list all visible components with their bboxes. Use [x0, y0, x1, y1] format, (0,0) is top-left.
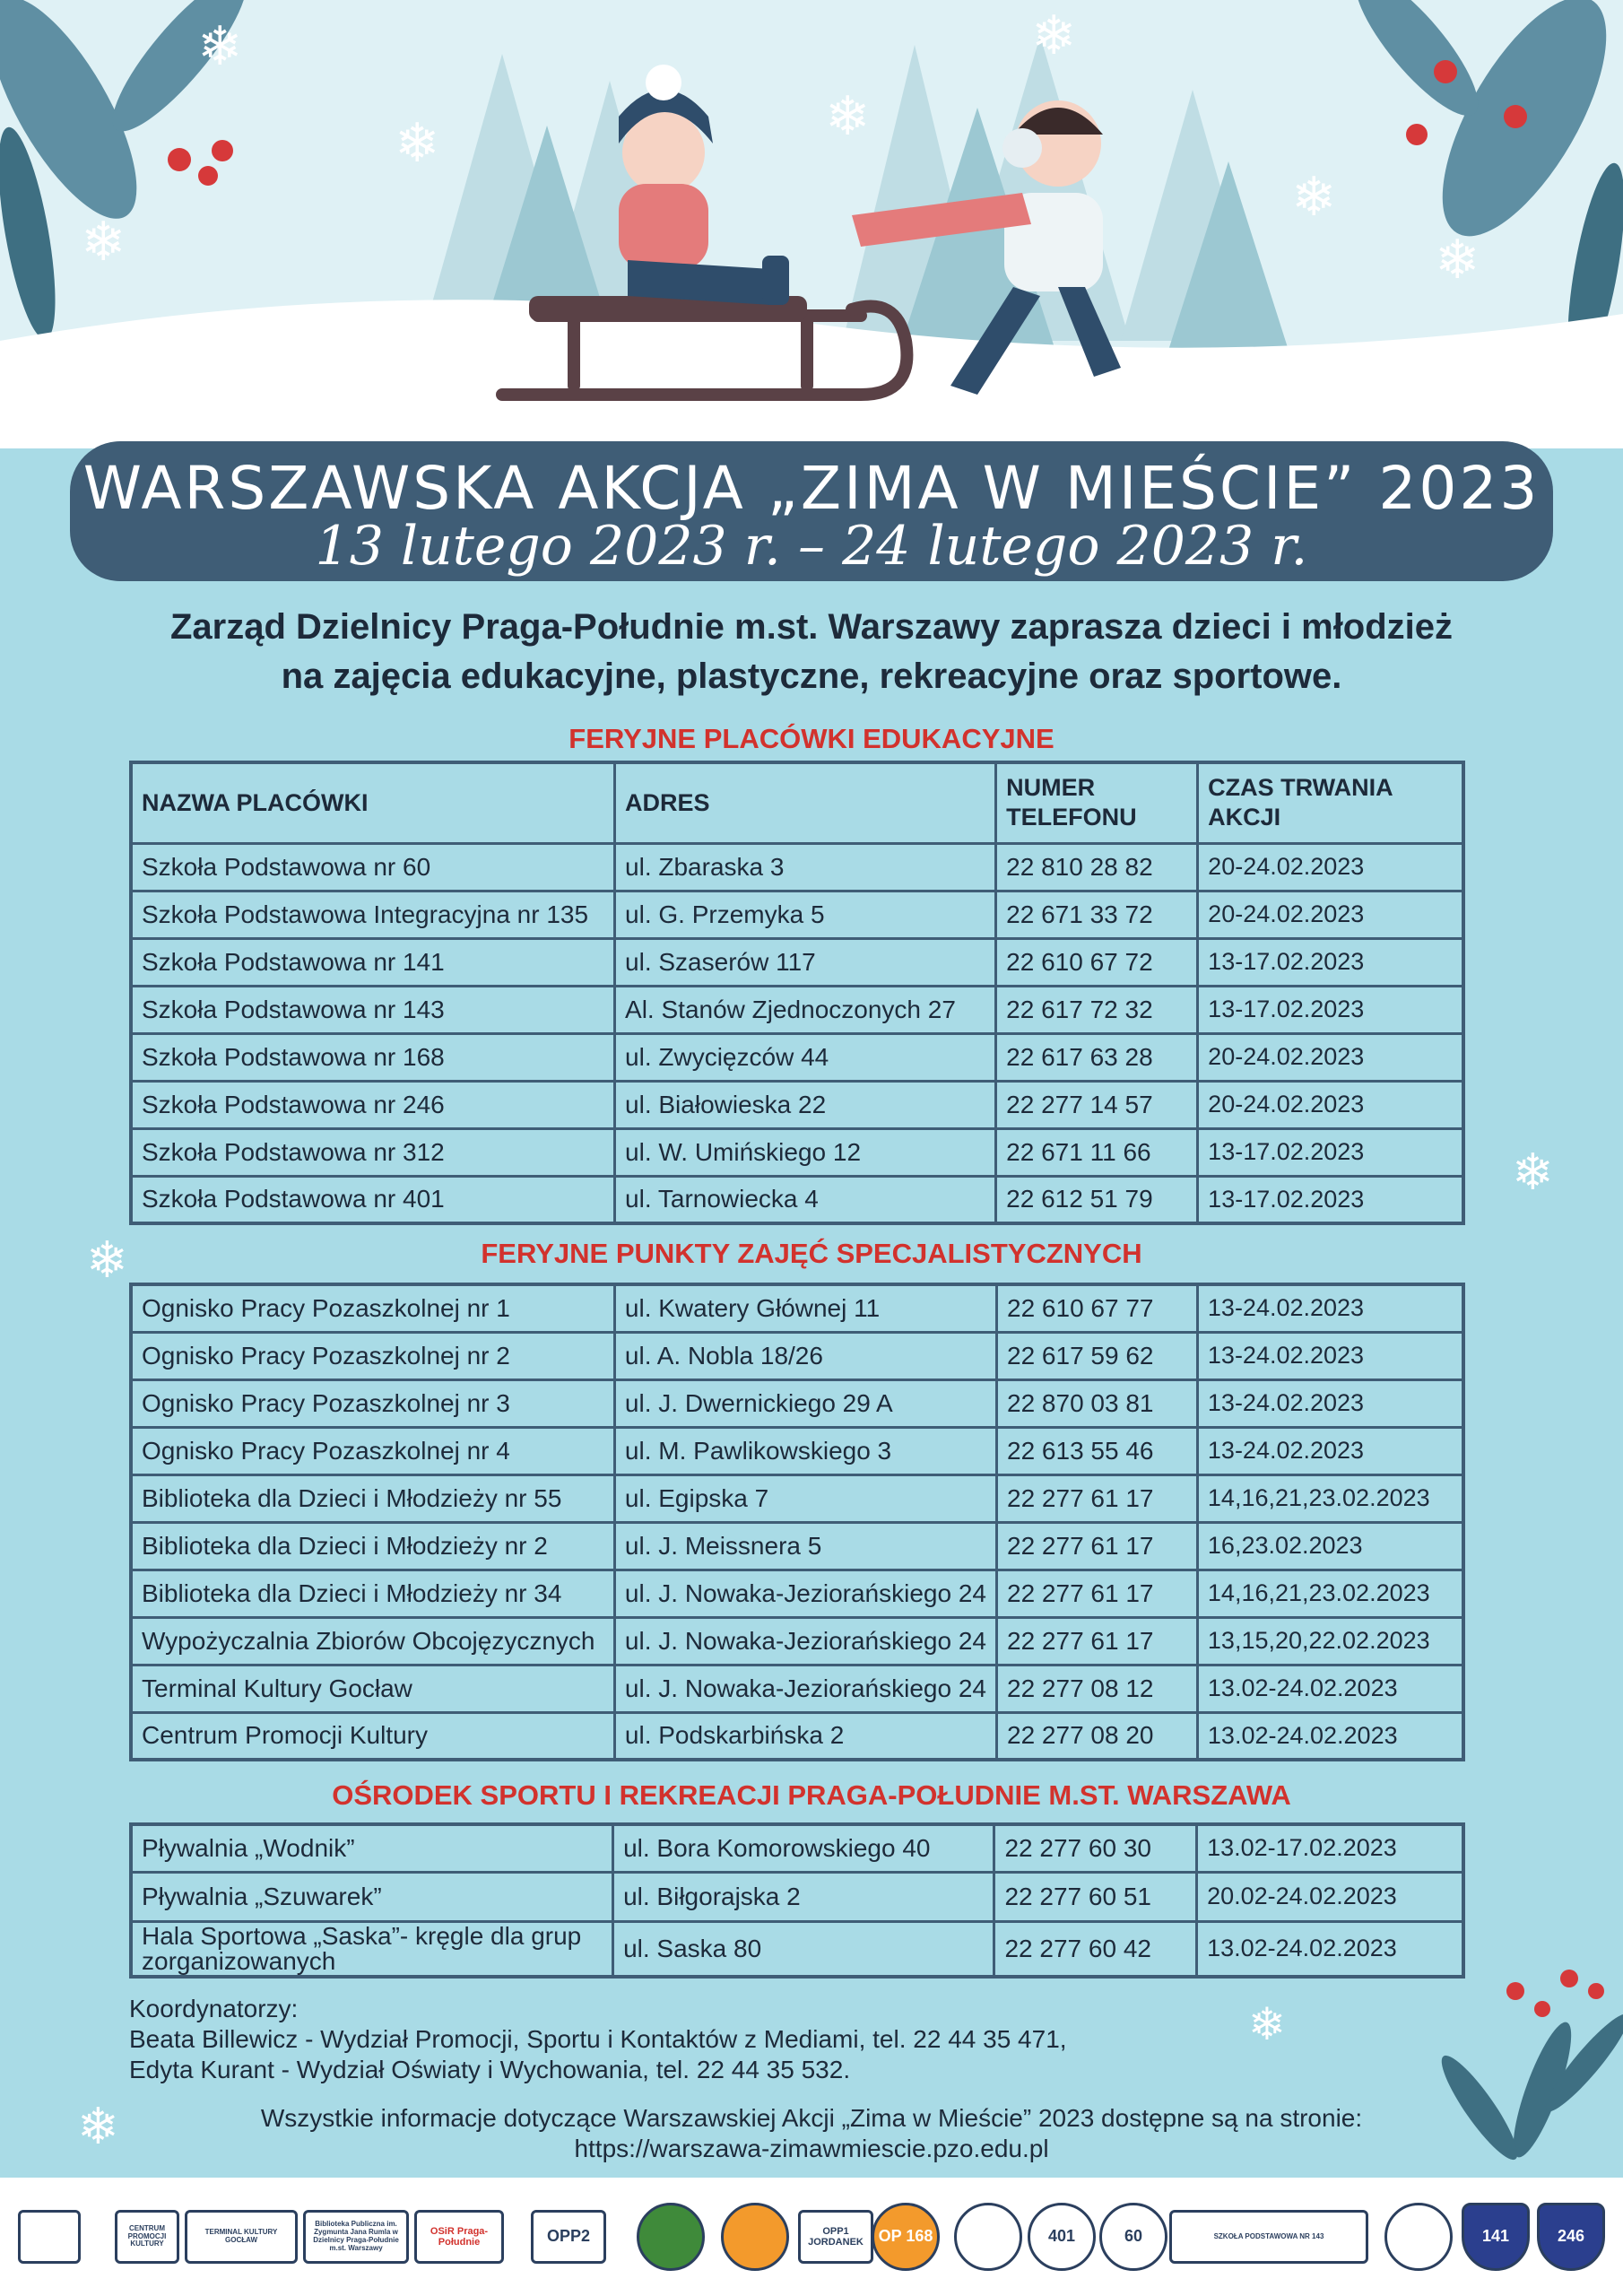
header-phone: NUMER TELEFONU: [996, 762, 1198, 843]
centrum-promocji-kultury-logo: [115, 2190, 179, 2283]
table-sport: [129, 1822, 1465, 1979]
table-row: [131, 1284, 1463, 1332]
facility-name-cell: Pływalnia „Szuwarek”: [131, 1872, 613, 1921]
address-cell: ul. G. Przemyka 5: [615, 891, 996, 938]
address-cell: ul. Biłgorajska 2: [613, 1872, 994, 1921]
phone-cell: 22 870 03 81: [997, 1379, 1198, 1427]
table-row: [131, 1033, 1463, 1081]
snowflake-icon: ❄: [1248, 1998, 1286, 2050]
table-header-row: [131, 762, 1463, 843]
address-cell: ul. J. Dwernickiego 29 A: [614, 1379, 996, 1427]
duration-cell: 13-24.02.2023: [1197, 1332, 1463, 1379]
logo-text: 246: [1557, 2227, 1585, 2246]
snowflake-icon: ❄: [77, 2098, 119, 2156]
table-row: [131, 1921, 1463, 1977]
title-banner: [70, 441, 1553, 581]
logo-text: TERMINAL KULTURY GOCŁAW: [204, 2228, 278, 2244]
address-cell: ul. Egipska 7: [614, 1474, 996, 1522]
address-cell: ul. Saska 80: [613, 1921, 994, 1977]
terminal-kultury-goclaw-logo: [185, 2190, 298, 2283]
address-cell: ul. Tarnowiecka 4: [615, 1176, 996, 1223]
phone-cell: 22 610 67 72: [996, 938, 1198, 986]
header-name: NAZWA PLACÓWKI: [131, 762, 615, 843]
facility-name-cell: Centrum Promocji Kultury: [131, 1712, 614, 1760]
duration-cell: 13.02-17.02.2023: [1197, 1824, 1463, 1872]
facility-name-cell: Szkoła Podstawowa nr 312: [131, 1128, 615, 1176]
logo-text: OSiR Praga-Południe: [430, 2225, 489, 2248]
sp-141-shield-logo: [1458, 2190, 1533, 2283]
facility-name-cell: Ognisko Pracy Pozaszkolnej nr 4: [131, 1427, 614, 1474]
phone-cell: 22 671 11 66: [996, 1128, 1198, 1176]
address-cell: ul. J. Meissnera 5: [614, 1522, 996, 1570]
opp1-owl-logo: [798, 2190, 873, 2283]
logo-text: Biblioteka Publiczna im. Zygmunta Jana Rumla w Dzielnicy Praga-Południe m.st. Warszawy: [313, 2220, 399, 2252]
header-address: ADRES: [615, 762, 996, 843]
snowflake-icon: ❄: [86, 1231, 128, 1290]
phone-cell: 22 277 60 30: [994, 1824, 1197, 1872]
duration-cell: 20-24.02.2023: [1198, 1081, 1463, 1128]
phone-cell: 22 617 63 28: [996, 1033, 1198, 1081]
logo-text: OP 168: [878, 2227, 933, 2246]
phone-cell: 22 277 14 57: [996, 1081, 1198, 1128]
duration-cell: 13-17.02.2023: [1198, 1128, 1463, 1176]
duration-cell: 20.02-24.02.2023: [1197, 1872, 1463, 1921]
duration-cell: 13,15,20,22.02.2023: [1197, 1617, 1463, 1665]
facility-name-cell: Ognisko Pracy Pozaszkolnej nr 1: [131, 1284, 614, 1332]
address-cell: ul. A. Nobla 18/26: [614, 1332, 996, 1379]
duration-cell: 13.02-24.02.2023: [1197, 1665, 1463, 1712]
phone-cell: 22 613 55 46: [997, 1427, 1198, 1474]
duration-cell: 20-24.02.2023: [1198, 1033, 1463, 1081]
facility-name-cell: Ognisko Pracy Pozaszkolnej nr 2: [131, 1332, 614, 1379]
phone-cell: 22 277 60 51: [994, 1872, 1197, 1921]
header-duration: CZAS TRWANIA AKCJI: [1198, 762, 1463, 843]
svg-text:❄: ❄: [81, 211, 126, 274]
table-row: [131, 1665, 1463, 1712]
table-row: [131, 1176, 1463, 1223]
address-cell: ul. Szaserów 117: [615, 938, 996, 986]
address-cell: ul. Białowieska 22: [615, 1081, 996, 1128]
phone-cell: 22 277 61 17: [997, 1617, 1198, 1665]
address-cell: ul. Zwycięzców 44: [615, 1033, 996, 1081]
address-cell: ul. M. Pawlikowskiego 3: [614, 1427, 996, 1474]
table-row: [131, 1081, 1463, 1128]
intro-line-1: Zarząd Dzielnicy Praga-Południe m.st. Warszawy zaprasza dzieci i młodzież: [169, 607, 1454, 647]
facility-name-cell: Biblioteka dla Dzieci i Młodzieży nr 2: [131, 1522, 614, 1570]
phone-cell: 22 277 61 17: [997, 1522, 1198, 1570]
facility-name-cell: Biblioteka dla Dzieci i Młodzieży nr 55: [131, 1474, 614, 1522]
duration-cell: 13-17.02.2023: [1198, 938, 1463, 986]
duration-cell: 14,16,21,23.02.2023: [1197, 1570, 1463, 1617]
table-row: [131, 1570, 1463, 1617]
hero-illustration: [0, 0, 1623, 448]
duration-cell: 13-24.02.2023: [1197, 1379, 1463, 1427]
phone-cell: 22 617 59 62: [997, 1332, 1198, 1379]
facility-name-cell: Szkoła Podstawowa nr 246: [131, 1081, 615, 1128]
address-cell: ul. Bora Komorowskiego 40: [613, 1824, 994, 1872]
phone-cell: 22 277 61 17: [997, 1474, 1198, 1522]
info-text: Wszystkie informacje dotyczące Warszawskiej Akcji „Zima w Mieście” 2023 dostępne są na stronie:: [260, 2104, 1363, 2132]
table-row: [131, 1474, 1463, 1522]
section-title-specialist: FERYJNE PUNKTY ZAJĘĆ SPECJALISTYCZNYCH: [481, 1238, 1142, 1269]
opp2-logo: [531, 2190, 606, 2283]
logo-text: CENTRUM PROMOCJI KULTURY: [127, 2223, 167, 2248]
logo-text: SZKOŁA PODSTAWOWA NR 143: [1213, 2231, 1324, 2240]
sp-401-emblem-logo: [1024, 2190, 1099, 2283]
praga-district-logo: [18, 2190, 81, 2283]
phone-cell: 22 617 72 32: [996, 986, 1198, 1033]
duration-cell: 14,16,21,23.02.2023: [1197, 1474, 1463, 1522]
facility-name-cell: Ognisko Pracy Pozaszkolnej nr 3: [131, 1379, 614, 1427]
duration-cell: 13-17.02.2023: [1198, 1176, 1463, 1223]
table-row: [131, 1872, 1463, 1921]
address-cell: Al. Stanów Zjednoczonych 27: [615, 986, 996, 1033]
facility-name-cell: Wypożyczalnia Zbiorów Obcojęzycznych: [131, 1617, 614, 1665]
blue-tree-emblem-logo: [950, 2190, 1026, 2283]
table-row: [131, 1824, 1463, 1872]
table-row: [131, 986, 1463, 1033]
phone-cell: 22 810 28 82: [996, 843, 1198, 891]
facility-name-cell: Hala Sportowa „Saska”- kręgle dla grup zorganizowanych: [131, 1921, 613, 1977]
address-cell: ul. Podskarbińska 2: [614, 1712, 996, 1760]
table-row: [131, 1712, 1463, 1760]
logo-text: OPP2: [546, 2227, 591, 2246]
op168-badge-logo: [868, 2190, 943, 2283]
green-emblem-logo: [633, 2190, 708, 2283]
section-title-educational: FERYJNE PLACÓWKI EDUKACYJNE: [568, 723, 1055, 754]
facility-name-cell: Biblioteka dla Dzieci i Młodzieży nr 34: [131, 1570, 614, 1617]
intro-line-2: na zajęcia edukacyjne, plastyczne, rekreacyjne oraz sportowe.: [281, 657, 1342, 696]
info-url-link[interactable]: https://warszawa-zimawmiescie.pzo.edu.pl: [574, 2135, 1049, 2162]
address-cell: ul. Zbaraska 3: [615, 843, 996, 891]
address-cell: ul. J. Nowaka-Jeziorańskiego 24: [614, 1617, 996, 1665]
svg-text:❄: ❄: [1031, 4, 1077, 67]
phone-cell: 22 277 08 20: [997, 1712, 1198, 1760]
table-row: [131, 1617, 1463, 1665]
address-cell: ul. Kwatery Głównej 11: [614, 1284, 996, 1332]
duration-cell: 13-17.02.2023: [1198, 986, 1463, 1033]
address-cell: ul. W. Umińskiego 12: [615, 1128, 996, 1176]
phone-cell: 22 610 67 77: [997, 1284, 1198, 1332]
sp-60-logo: [1096, 2190, 1171, 2283]
sp-143-logo: [1169, 2190, 1368, 2283]
sp-246-shield-logo: [1533, 2190, 1609, 2283]
biblioteka-publiczna-logo: [303, 2190, 409, 2283]
snowflake-icon: ❄: [1512, 1144, 1554, 1202]
svg-text:❄: ❄: [1291, 166, 1337, 229]
svg-text:❄: ❄: [197, 15, 243, 78]
duration-cell: 13-24.02.2023: [1197, 1427, 1463, 1474]
winter-sledding-illustration: [0, 0, 1623, 448]
facility-name-cell: Szkoła Podstawowa nr 141: [131, 938, 615, 986]
phone-cell: 22 671 33 72: [996, 891, 1198, 938]
logo-text: OPP1 JORDANEK: [808, 2225, 864, 2248]
duration-cell: 16,23.02.2023: [1197, 1522, 1463, 1570]
table-row: [131, 1522, 1463, 1570]
facility-name-cell: Pływalnia „Wodnik”: [131, 1824, 613, 1872]
svg-text:❄: ❄: [1435, 229, 1480, 291]
duration-cell: 13.02-24.02.2023: [1197, 1712, 1463, 1760]
phone-cell: 22 277 60 42: [994, 1921, 1197, 1977]
osir-logo: [414, 2190, 504, 2283]
table-row: [131, 1332, 1463, 1379]
table-row: [131, 1128, 1463, 1176]
logo-text: 60: [1124, 2227, 1143, 2246]
coordinator-2: Edyta Kurant - Wydział Oświaty i Wychowania, tel. 22 44 35 532.: [129, 2056, 851, 2083]
page-title: WARSZAWSKA AKCJA „ZIMA W MIEŚCIE” 2023: [82, 454, 1541, 523]
partner-logos-strip: [0, 2178, 1623, 2296]
logo-text: 401: [1047, 2227, 1076, 2246]
event-dates: 13 lutego 2023 r. – 24 lutego 2023 r.: [315, 515, 1308, 578]
table-row: [131, 891, 1463, 938]
table-specialist: [129, 1283, 1465, 1761]
duration-cell: 20-24.02.2023: [1198, 843, 1463, 891]
table-row: [131, 843, 1463, 891]
berry-branch-decoration: [1408, 1955, 1623, 2179]
phone-cell: 22 277 61 17: [997, 1570, 1198, 1617]
svg-text:❄: ❄: [825, 85, 871, 148]
coordinators-label: Koordynatorzy:: [129, 1995, 299, 2022]
facility-name-cell: Szkoła Podstawowa nr 168: [131, 1033, 615, 1081]
svg-text:❄: ❄: [395, 112, 440, 175]
address-cell: ul. J. Nowaka-Jeziorańskiego 24: [614, 1570, 996, 1617]
coordinator-1: Beata Billewicz - Wydział Promocji, Sportu i Kontaktów z Mediami, tel. 22 44 35 471,: [129, 2025, 1067, 2053]
facility-name-cell: Szkoła Podstawowa nr 60: [131, 843, 615, 891]
round-emblem-logo: [1381, 2190, 1456, 2283]
table-row: [131, 1427, 1463, 1474]
duration-cell: 13.02-24.02.2023: [1197, 1921, 1463, 1977]
section-title-sport: OŚRODEK SPORTU I REKREACJI PRAGA-POŁUDNIE M.ST. WARSZAWA: [332, 1779, 1291, 1811]
facility-name-cell: Szkoła Podstawowa nr 401: [131, 1176, 615, 1223]
table-row: [131, 1379, 1463, 1427]
duration-cell: 20-24.02.2023: [1198, 891, 1463, 938]
table-row: [131, 938, 1463, 986]
duration-cell: 13-24.02.2023: [1197, 1284, 1463, 1332]
facility-name-cell: Szkoła Podstawowa Integracyjna nr 135: [131, 891, 615, 938]
facility-name-cell: Szkoła Podstawowa nr 143: [131, 986, 615, 1033]
facility-name-cell: Terminal Kultury Gocław: [131, 1665, 614, 1712]
logo-text: 141: [1481, 2227, 1510, 2246]
phone-cell: 22 277 08 12: [997, 1665, 1198, 1712]
opp4-flame-logo: [717, 2190, 793, 2283]
table-educational: [129, 761, 1465, 1225]
address-cell: ul. J. Nowaka-Jeziorańskiego 24: [614, 1665, 996, 1712]
phone-cell: 22 612 51 79: [996, 1176, 1198, 1223]
